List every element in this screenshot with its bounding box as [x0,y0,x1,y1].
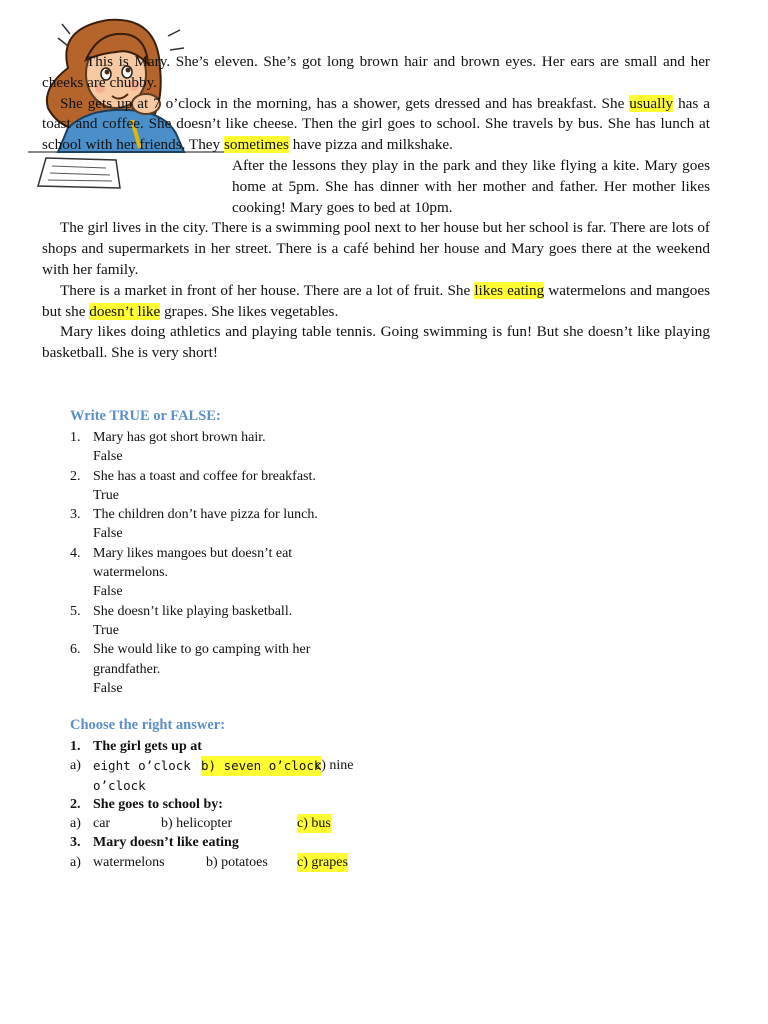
tf-statement: Mary likes mangoes but doesn’t eat watermelons. [93,545,293,581]
multiple-choice-list [70,737,370,872]
tf-item: 1. Mary has got short brown hair. False [70,428,370,467]
tf-statement: She doesn’t like playing basketball. [93,603,293,619]
option-a: watermelons [93,854,165,870]
true-false-list [70,428,370,698]
tf-item: 6. She would like to go camping with her grandfather. False [70,640,370,698]
tf-answer: False [93,526,123,542]
paragraph-1: This is Mary. She’s eleven. She’s got long brown hair and brown eyes. Her ears are small and her cheeks are chubby. [42,53,710,91]
paragraph-5: Mary likes doing athletics and playing table tennis. Going swimming is fun! But she doesn’t like playing basketball. She is very short! [42,323,710,362]
highlight-likes-eating: likes eating [474,281,545,299]
tf-item: 4. Mary likes mangoes but doesn’t eat watermelons. False [70,544,370,602]
tf-answer: True [93,487,119,503]
option-b: b) helicopter [161,816,233,832]
mc-options: a) car b) helicopter c) bus [70,814,370,833]
tf-statement: Mary has got short brown hair. [93,430,266,445]
tf-answer: False [93,449,123,465]
paragraph-2: She gets up at 7 o’clock in the morning, has a shower, gets dressed and has breakfast. She usually has a toast and coffee. She doesn’t like cheese. Then the girl goes to school. She travels by bus. She has lunch at school with her friends. They sometimes have pizza and milkshake. [42,94,710,154]
tf-item: 5. She doesn’t like playing basketball. True [70,602,370,641]
tf-answer: False [93,680,123,696]
highlight-sometimes: sometimes [223,136,289,154]
tf-item: 2. She has a toast and coffee for breakfast. True [70,467,370,506]
reading-passage [42,52,710,364]
highlight-doesnt-like: doesn’t like [89,302,161,320]
tf-statement: She has a toast and coffee for breakfast. [93,468,316,484]
option-c: c) nine [315,758,354,774]
option-b-highlighted: b) seven o’clock [201,756,321,775]
highlight-usually: usually [629,94,674,112]
mc-question: 2. She goes to school by: [70,796,223,812]
paragraph-2-continued: After the lessons they play in the park and they like flying a kite. Mary goes home at 5pm. She has dinner with her mother and father. Her mother likes cooking! Mary goes to bed at 10pm. [232,156,710,216]
tf-statement: The children don’t have pizza for lunch. [93,507,318,523]
option-c-highlighted: c) bus [297,814,331,833]
mc-options: a) watermelons b) potatoes c) grapes [70,853,370,872]
choose-answer-title: Choose the right answer: [70,717,226,733]
paragraph-3: The girl lives in the city. There is a swimming pool next to her house but her school is far. There are lots of shops and supermarkets in her street. There is a café behind her house and Mary goes there at the weekend with her family. [42,219,710,278]
mc-question: 1. The girl gets up at [70,739,202,754]
option-a-continued: o’clock [93,777,146,793]
option-a: car [93,816,111,832]
option-b: b) potatoes [206,854,268,870]
mc-question: 3. Mary doesn’t like eating [70,835,239,851]
true-false-title: Write TRUE or FALSE: [70,408,221,424]
option-c-highlighted: c) grapes [297,853,348,872]
tf-statement: She would like to go camping with her grandfather. [93,642,311,677]
option-a: eight o’clock [93,758,191,774]
paragraph-4: There is a market in front of her house. There are a lot of fruit. She likes eating watermelons and mangoes but she doesn’t like grapes. She likes vegetables. [42,281,711,320]
tf-answer: False [93,584,123,600]
mc-options: a) eight o’clock b) seven o’clock c) nine o’clock [70,756,370,795]
tf-answer: True [93,622,119,638]
tf-item: 3. The children don’t have pizza for lunch. False [70,505,370,544]
